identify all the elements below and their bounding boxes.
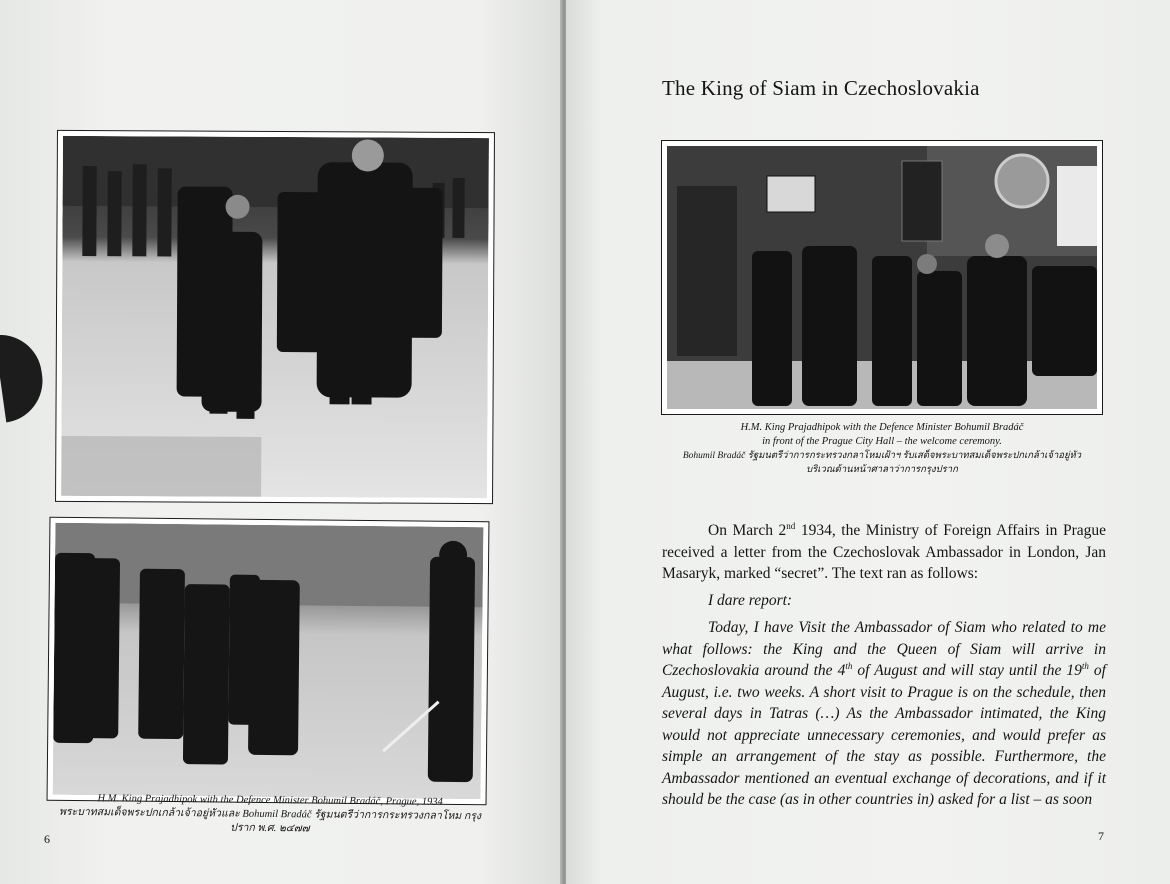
left-page-number: 6 — [44, 832, 50, 846]
right-photo-caption — [662, 421, 1102, 477]
photo-right-image — [667, 146, 1097, 409]
quote-text-b: of August and will stay until the 19 — [852, 662, 1082, 679]
quote-line-1: I dare report: — [708, 591, 793, 609]
quote-text-c: of August, i.e. two weeks. A short visit to Prague is on the schedule, then several days in Tatras (…) As the Ambassador intimated, the King would not appreciate unnecessary ceremonies, and would prefer as simple an arrangement of the stay as possible. Furthermore, the Ambassador mentioned an eventual exchange of decorations, and if it should be the case (as in other countries in) asked for a list – as soon — [662, 662, 1106, 808]
chapter-title: The King of Siam in Czechoslovakia — [662, 76, 980, 100]
paragraph-1-text-b: 1934, the Ministry of Foreign Affairs in Prague received a letter from the Czechoslovak Ambassador in London, Jan Masaryk, marked “secret”. The text ran as follows: — [662, 522, 1106, 582]
quote-sup-2: th — [1081, 660, 1089, 671]
photo-top-left — [55, 130, 495, 504]
right-page-number: 7 — [1098, 829, 1104, 843]
photo-bottom-left — [47, 517, 490, 806]
paragraph-1-text-a: On March 2 — [708, 522, 787, 539]
paragraph-1 — [662, 520, 1106, 585]
body-text — [662, 520, 1106, 811]
quote-paragraph — [662, 617, 1106, 811]
right-caption-line3: Bohumil Bradáč รัฐมนตรีว่าการกระทรวงกลาโหมเฝ้าฯ รับเสด็จพระบาทสมเด็จพระปกเกล้าเจ้าอยู่หัว — [682, 451, 1082, 461]
left-caption-line2: พระบาทสมเด็จพระปกเกล้าเจ้าอยู่หัวและ Bohumil Bradáč รัฐมนตรีว่าการกระทรวงกลาโหม กรุงปราก พ.ศ. ๒๔๗๗ — [58, 806, 482, 835]
left-photo-caption — [50, 792, 490, 839]
quote-text-a: Today, I have Visit the Ambassador of Siam who related to me what follows: the King and the Queen of Siam will arrive in Czechoslovakia around the 4 — [662, 619, 1106, 679]
paragraph-1-sup: nd — [786, 520, 796, 531]
right-caption-line4: บริเวณด้านหน้าศาลาว่าการกรุงปราก — [806, 465, 958, 475]
right-caption-line1: H.M. King Prajadhipok with the Defence Minister Bohumil Bradáč — [740, 422, 1024, 433]
photo-top-left-image — [61, 136, 489, 498]
photo-bottom-left-image — [53, 523, 484, 799]
photo-right — [661, 140, 1103, 415]
quote-sup-1: th — [845, 660, 853, 671]
right-caption-line2: in front of the Prague City Hall – the welcome ceremony. — [762, 436, 1002, 447]
left-caption-line1: H.M. King Prajadhipok with the Defence Minister Bohumil Bradáč, Prague, 1934 — [97, 793, 443, 808]
